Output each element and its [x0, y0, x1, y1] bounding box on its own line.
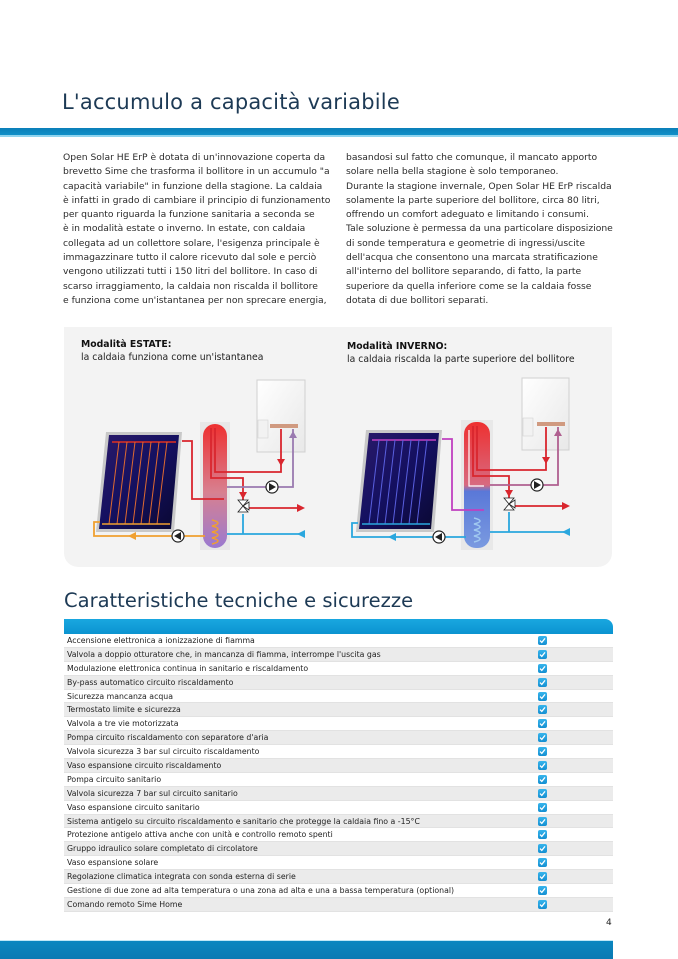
- pump-icon: [433, 531, 445, 543]
- feature-row: [64, 662, 613, 676]
- feature-row: [64, 828, 613, 842]
- feature-label: Valvola sicurezza 3 bar sul circuito riscaldamento: [67, 747, 260, 757]
- body-text-left-column: [63, 151, 343, 308]
- checkmark-icon: [539, 873, 546, 880]
- checkmark-icon: [539, 790, 546, 797]
- checkbox-checked-icon: [538, 733, 547, 742]
- three-way-valve-icon: [238, 500, 249, 512]
- feature-label: Modulazione elettronica continua in sanitario e riscaldamento: [67, 663, 309, 673]
- three-way-valve-icon: [504, 498, 515, 510]
- checkbox-checked-icon: [538, 844, 547, 853]
- body-text-line: e funziona come un'istantanea per non sprecare energia,: [63, 294, 327, 306]
- feature-label: Valvola a doppio otturatore che, in mancanza di fiamma, interrompe l'uscita gas: [67, 649, 381, 659]
- body-text-line: offrendo un comfort adeguato e limitando i consumi.: [346, 209, 589, 221]
- feature-label: By-pass automatico circuito riscaldamento: [67, 677, 234, 687]
- checkmark-icon: [539, 679, 546, 686]
- checkmark-icon: [539, 845, 546, 852]
- feature-row: [64, 884, 613, 898]
- checkmark-icon: [539, 859, 546, 866]
- feature-label: Pompa circuito sanitario: [67, 774, 162, 784]
- body-text-line: scarso irraggiamento, la caldaia non riscalda il bollitore: [63, 280, 318, 292]
- body-text-line: capacità variabile" in funzione della stagione. La caldaia: [63, 180, 323, 192]
- checkbox-checked-icon: [538, 761, 547, 770]
- feature-row: [64, 648, 613, 662]
- features-table-header: [64, 619, 613, 634]
- checkbox-checked-icon: [538, 705, 547, 714]
- checkbox-checked-icon: [538, 830, 547, 839]
- checkmark-icon: [539, 665, 546, 672]
- body-text-line: Open Solar HE ErP è dotata di un'innovazione coperta da: [63, 152, 326, 163]
- checkbox-checked-icon: [538, 803, 547, 812]
- body-text-line: dotata di due bollitori separati.: [346, 294, 489, 306]
- feature-row: [64, 801, 613, 815]
- feature-row: [64, 703, 613, 717]
- checkmark-icon: [539, 748, 546, 755]
- checkmark-icon: [539, 831, 546, 838]
- checkbox-checked-icon: [538, 900, 547, 909]
- body-text-line: Durante la stagione invernale, Open Solar HE ErP riscalda: [346, 180, 612, 192]
- feature-label: Accensione elettronica a ionizzazione di fiamma: [67, 635, 255, 645]
- pump-icon: [266, 481, 278, 493]
- checkmark-icon: [539, 706, 546, 713]
- checkbox-checked-icon: [538, 664, 547, 673]
- feature-row: [64, 870, 613, 884]
- feature-row: [64, 690, 613, 704]
- footer-band: [0, 941, 613, 959]
- feature-row: [64, 676, 613, 690]
- feature-row: [64, 815, 613, 829]
- summer-mode-title: Modalità ESTATE:: [81, 339, 172, 350]
- checkbox-checked-icon: [538, 886, 547, 895]
- pump-icon: [531, 479, 543, 491]
- body-text-line: è infatti in grado di cambiare il principio di funzionamento: [63, 194, 331, 206]
- page-number: 4: [606, 918, 612, 928]
- body-text-line: all'interno del bollitore separando, di fatto, la parte: [346, 266, 582, 278]
- body-text-line: basandosi sul fatto che comunque, il mancato apporto: [346, 152, 598, 163]
- feature-label: Sicurezza mancanza acqua: [67, 691, 174, 701]
- feature-row: [64, 787, 613, 801]
- checkbox-checked-icon: [538, 678, 547, 687]
- checkmark-icon: [539, 776, 546, 783]
- feature-label: Pompa circuito riscaldamento con separatore d'aria: [67, 733, 269, 743]
- feature-label: Vaso espansione solare: [67, 858, 159, 868]
- body-text-line: per quanto riguarda la funzione sanitaria a seconda se: [63, 209, 315, 221]
- feature-row: [64, 634, 613, 648]
- summer-mode-diagram: [64, 372, 334, 557]
- checkmark-icon: [539, 762, 546, 769]
- feature-label: Protezione antigelo attiva anche con unità e controllo remoto spenti: [67, 830, 333, 840]
- checkmark-icon: [539, 818, 546, 825]
- summer-mode-subtitle: la caldaia funziona come un'istantanea: [81, 352, 264, 363]
- checkbox-checked-icon: [538, 775, 547, 784]
- feature-row: [64, 773, 613, 787]
- body-text-line: collegata ad un collettore solare, l'esigenza principale è: [63, 237, 320, 249]
- feature-row: [64, 717, 613, 731]
- checkmark-icon: [539, 804, 546, 811]
- checkbox-checked-icon: [538, 858, 547, 867]
- checkmark-icon: [539, 887, 546, 894]
- checkmark-icon: [539, 720, 546, 727]
- body-text-line: brevetto Sime che trasforma il bollitore in un accumulo "a: [63, 166, 330, 178]
- checkbox-checked-icon: [538, 789, 547, 798]
- solar-collector-winter: [356, 430, 442, 532]
- body-text-line: Tale soluzione è permessa da una particolare disposizione: [346, 223, 613, 235]
- feature-label: Comando remoto Sime Home: [67, 899, 183, 909]
- body-text-line: solare nella bella stagione è solo temporaneo.: [346, 166, 559, 178]
- feature-label: Termostato limite e sicurezza: [67, 705, 181, 715]
- section-title-caratteristiche: Caratteristiche tecniche e sicurezze: [64, 589, 414, 612]
- checkbox-checked-icon: [538, 692, 547, 701]
- feature-row: [64, 731, 613, 745]
- features-table: [64, 634, 613, 912]
- checkbox-checked-icon: [538, 872, 547, 881]
- body-text-line: solamente la parte superiore del bollitore, circa 80 litri,: [346, 194, 600, 206]
- feature-label: Valvola a tre vie motorizzata: [67, 719, 179, 729]
- winter-mode-subtitle: la caldaia riscalda la parte superiore del bollitore: [347, 354, 575, 365]
- solar-collector-summer: [96, 432, 182, 532]
- winter-mode-title: Modalità INVERNO:: [347, 341, 448, 352]
- checkmark-icon: [539, 693, 546, 700]
- checkmark-icon: [539, 637, 546, 644]
- diagram-panel: [64, 327, 612, 567]
- body-text-line: superiore da quella inferiore come se la caldaia fosse: [346, 280, 592, 292]
- feature-row: [64, 759, 613, 773]
- feature-label: Vaso espansione circuito sanitario: [67, 802, 200, 812]
- checkmark-icon: [539, 734, 546, 741]
- section-title-accumulo: L'accumulo a capacità variabile: [62, 90, 400, 114]
- feature-label: Gestione di due zone ad alta temperatura o una zona ad alta e una a bassa temperatura (optional): [67, 885, 455, 895]
- feature-label: Gruppo idraulico solare completato di circolatore: [67, 844, 258, 854]
- feature-row: [64, 856, 613, 870]
- body-text-line: immagazzinare tutto il calore ricevuto dal sole e perciò: [63, 252, 317, 264]
- checkmark-icon: [539, 651, 546, 658]
- feature-row: [64, 898, 613, 912]
- body-text-line: di sonde temperatura e geometrie di ingressi/uscite: [346, 237, 586, 249]
- body-text-line: dell'acqua che consentono una marcata stratificazione: [346, 252, 598, 264]
- feature-row: [64, 745, 613, 759]
- body-text-line: vengono utilizzati tutti i 150 litri del bollitore. In caso di: [63, 266, 318, 278]
- checkbox-checked-icon: [538, 747, 547, 756]
- feature-label: Valvola sicurezza 7 bar sul circuito sanitario: [67, 788, 238, 798]
- header-divider-band: [0, 128, 678, 135]
- pump-icon: [172, 530, 184, 542]
- feature-row: [64, 842, 613, 856]
- checkbox-checked-icon: [538, 719, 547, 728]
- feature-label: Vaso espansione circuito riscaldamento: [67, 760, 222, 770]
- checkmark-icon: [539, 901, 546, 908]
- body-text-line: è in modalità estate o inverno. In estate, con caldaia: [63, 223, 306, 235]
- feature-label: Regolazione climatica integrata con sonda esterna di serie: [67, 872, 296, 882]
- winter-mode-diagram: [334, 372, 604, 557]
- checkbox-checked-icon: [538, 636, 547, 645]
- checkbox-checked-icon: [538, 650, 547, 659]
- body-text-right-column: [346, 151, 626, 308]
- feature-label: Sistema antigelo su circuito riscaldamento e sanitario che protegge la caldaia fino a -15°C: [67, 816, 420, 826]
- checkbox-checked-icon: [538, 817, 547, 826]
